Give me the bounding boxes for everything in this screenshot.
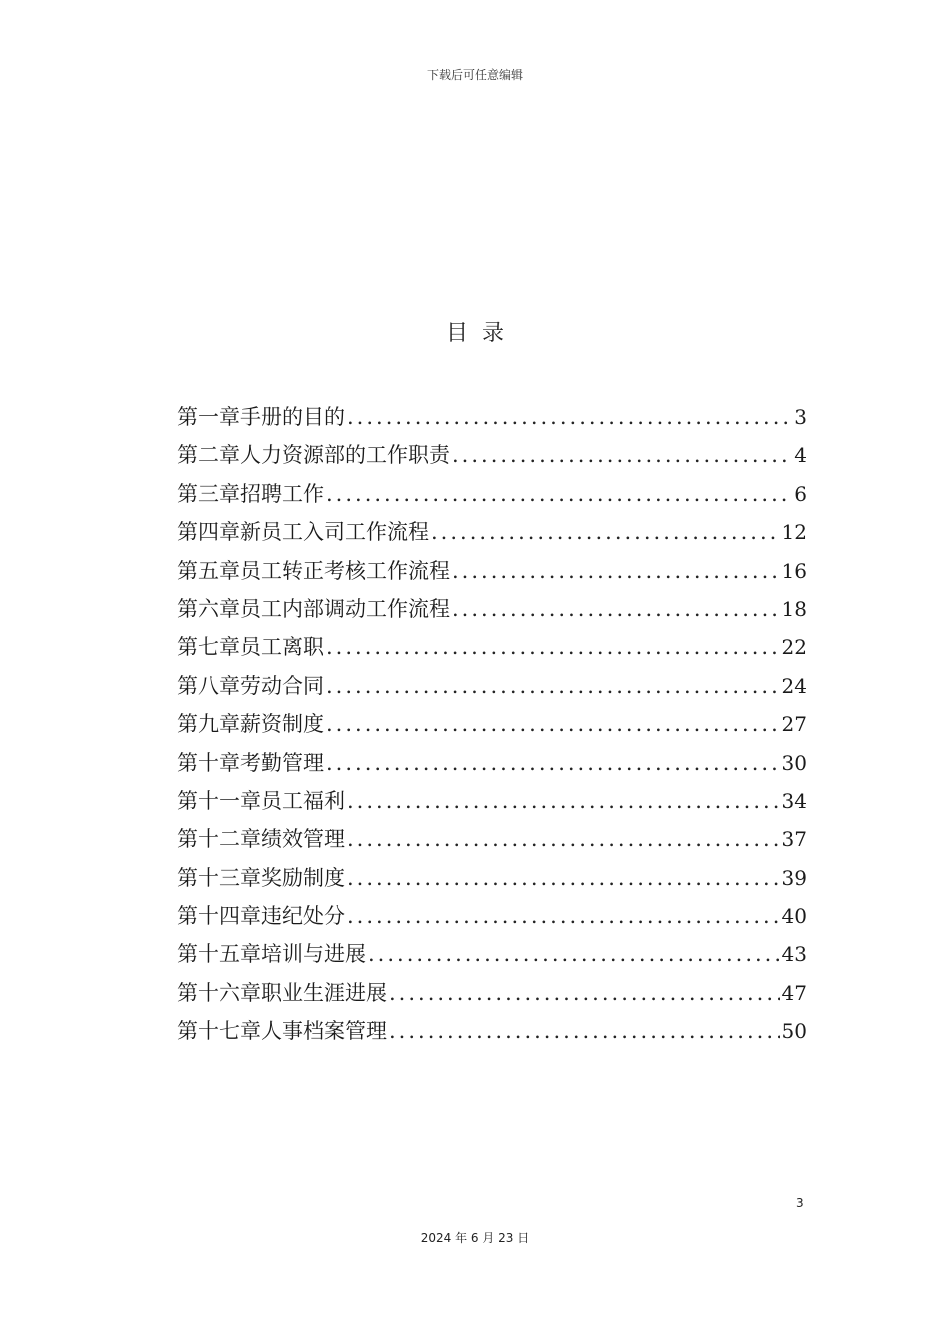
toc-chapter: 第十三章 [177, 865, 261, 890]
toc-entry[interactable] [177, 516, 807, 554]
toc-page-number: 47 [781, 980, 807, 1005]
toc-leader-dots [326, 751, 780, 775]
toc-chapter: 第八章 [177, 673, 240, 698]
toc-entry[interactable] [177, 823, 807, 861]
toc-entry[interactable] [177, 708, 807, 746]
toc-page-number: 37 [781, 827, 807, 852]
toc-entry[interactable] [177, 670, 807, 708]
toc-leader-dots [389, 981, 780, 1005]
toc-page-number: 39 [781, 865, 807, 890]
toc-entry[interactable] [177, 747, 807, 785]
toc-entry-title: 手册的目的 [240, 405, 345, 429]
toc-entry-title: 人事档案管理 [261, 1019, 387, 1044]
toc-leader-dots [326, 674, 780, 698]
toc-chapter: 第九章 [177, 712, 240, 737]
toc-page-number: 22 [781, 635, 807, 660]
toc-leader-dots [326, 635, 780, 659]
toc-entry[interactable] [177, 439, 807, 477]
toc-leader-dots [452, 443, 792, 467]
toc-page-number: 24 [781, 673, 807, 698]
toc-entry-title: 奖励制度 [261, 865, 345, 890]
toc-leader-dots [347, 904, 780, 928]
toc-entry[interactable] [177, 478, 807, 516]
toc-chapter: 第六章 [177, 596, 240, 621]
toc-page-number: 3 [794, 405, 807, 429]
toc-chapter: 第一章 [177, 405, 240, 429]
toc-entry-title: 考勤管理 [240, 750, 324, 775]
toc-leader-dots [389, 1019, 780, 1043]
toc-page-number: 18 [781, 596, 807, 621]
toc-page-number: 43 [781, 942, 807, 967]
toc-entry-title: 员工离职 [240, 635, 324, 660]
toc-leader-dots [368, 942, 780, 966]
toc-entry-title: 人力资源部的工作职责 [240, 443, 450, 468]
toc-page-number: 16 [781, 558, 807, 583]
toc-chapter: 第十四章 [177, 904, 261, 929]
toc-page-number: 50 [781, 1019, 807, 1044]
toc-entry-title: 绩效管理 [261, 827, 345, 852]
footer-date: 2024 年 6 月 23 日 [420, 1231, 530, 1245]
toc-chapter: 第五章 [177, 558, 240, 583]
toc-entry-title: 薪资制度 [240, 712, 324, 737]
toc-chapter: 第十二章 [177, 827, 261, 852]
toc-leader-dots [347, 405, 792, 429]
toc-chapter: 第七章 [177, 635, 240, 660]
toc-leader-dots [347, 827, 780, 851]
header-note: 下载后可任意编辑 [426, 68, 523, 82]
toc-entry[interactable] [177, 593, 807, 631]
toc-page-number: 40 [781, 904, 807, 929]
toc-entry-title: 员工福利 [261, 788, 345, 813]
toc-entry[interactable] [177, 1015, 807, 1053]
toc-entry-title: 职业生涯进展 [261, 980, 387, 1005]
toc-leader-dots [452, 559, 780, 583]
toc-chapter: 第十一章 [177, 788, 261, 813]
toc-page-number: 12 [781, 520, 807, 545]
toc-chapter: 第三章 [177, 481, 240, 506]
toc-page-number: 34 [781, 788, 807, 813]
toc-entry-title: 员工内部调动工作流程 [240, 596, 450, 621]
toc-entry-title: 违纪处分 [261, 904, 345, 929]
toc-chapter: 第四章 [177, 520, 240, 545]
toc-leader-dots [431, 520, 780, 544]
toc-entry[interactable] [177, 900, 807, 938]
toc-page-number: 27 [781, 712, 807, 737]
toc-entry-title: 招聘工作 [240, 481, 324, 506]
toc-page-number: 4 [794, 443, 807, 468]
toc-leader-dots [347, 789, 780, 813]
toc-leader-dots [326, 482, 792, 506]
toc-entry[interactable] [177, 401, 807, 439]
toc-chapter: 第十七章 [177, 1019, 261, 1044]
toc-entry-title: 劳动合同 [240, 673, 324, 698]
toc-entry[interactable] [177, 785, 807, 823]
toc-title: 目录 [445, 321, 518, 346]
toc-chapter: 第十章 [177, 750, 240, 775]
toc-chapter: 第十五章 [177, 942, 261, 967]
toc-entry[interactable] [177, 977, 807, 1015]
toc-leader-dots [452, 597, 780, 621]
toc-chapter: 第二章 [177, 443, 240, 468]
toc-page-number: 30 [781, 750, 807, 775]
toc-entry-title: 员工转正考核工作流程 [240, 558, 450, 583]
toc-entry[interactable] [177, 862, 807, 900]
toc-leader-dots [326, 712, 780, 736]
toc-entry-title: 培训与进展 [261, 942, 366, 967]
toc-entry[interactable] [177, 555, 807, 593]
toc-leader-dots [347, 866, 780, 890]
toc-chapter: 第十六章 [177, 980, 261, 1005]
toc-entry[interactable] [177, 938, 807, 976]
toc-page-number: 6 [794, 481, 807, 506]
toc-entry-title: 新员工入司工作流程 [240, 520, 429, 545]
page-number: 3 [796, 1196, 804, 1210]
table-of-contents [177, 401, 807, 1054]
toc-entry[interactable] [177, 631, 807, 669]
